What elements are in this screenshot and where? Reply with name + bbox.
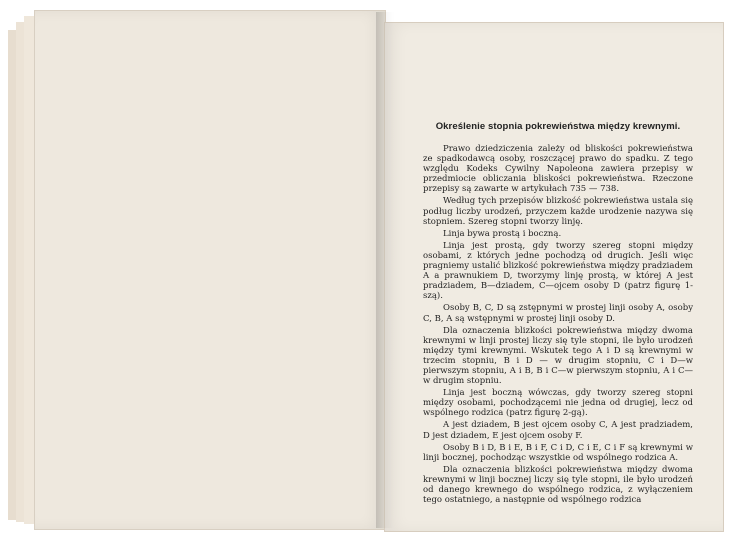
paragraph: A jest dziadem, B jest ojcem osoby C, A jest pradziadem, D jest dziadem, E jest ojcem osoby F. [423, 420, 693, 441]
paragraph: Według tych przepisów blizkość pokrewieństwa ustala się podług liczby urodzeń, przyczem każde urodzenie nazywa się stopniem. Szereg stopni tworzy linję. [423, 196, 693, 227]
paragraph: Dla oznaczenia blizkości pokrewieństwa między dwoma krewnymi w linji prostej liczy się tyle stopni, ile było urodzeń między tymi krewnymi. Wskutek tego A i D są krewnymi w trzecim stopniu, B i D — w drugim stopniu, C i D—w pierwszym stopniu, A i B, B i C—w pierwszym stopniu, A i C—w drugim stopniu. [423, 325, 693, 387]
paragraph: Linja jest prostą, gdy tworzy szereg stopni między osobami, z których jedne pochodzą od drugich. Jeśli więc pragniemy ustalić blizkość pokrewieństwa między pradziadem A a prawnukiem D, tworzymy linję prostą, w której A jest pradziadem, B—dziadem, C—ojcem osoby D (patrz figurę 1-szą). [423, 240, 693, 302]
paragraph: Osoby B, C, D są zstępnymi w prostej linji osoby A, osoby C, B, A są wstępnymi w prostej linji osoby D. [423, 303, 693, 324]
book-gutter [376, 12, 394, 528]
section-heading: Określenie stopnia pokrewieństwa między krewnymi. [435, 121, 681, 132]
left-page [34, 10, 386, 530]
paragraph: Prawo dziedziczenia zależy od bliskości pokrewieństwa ze spadkodawcą osoby, roszczącej prawo do spadku. Z tego względu Kodeks Cywilny Napoleona zawiera przepisy w przedmiocie obliczania bliskości pokrewieństwa. Rzeczone przepisy są zawarte w artykułach 735 — 738. [423, 144, 693, 195]
right-page [384, 22, 724, 532]
paragraph: Dla oznaczenia blizkości pokrewieństwa między dwoma krewnymi w linji bocznej liczy się tyle stopni, ile było urodzeń od danego krewnego do wspólnego rodzica, z wyłączeniem tego ostatniego, a następnie od wspólnego rodzica [423, 464, 693, 506]
paragraph: Osoby B i D, B i E, B i F, C i D, C i E, C i F są krewnymi w linji bocznej, pochodząc wszystkie od wspólnego rodzica A. [423, 442, 693, 463]
page-text-block [423, 121, 693, 505]
paragraph: Linja bywa prostą i boczną. [443, 228, 562, 239]
paragraph: Linja jest boczną wówczas, gdy tworzy szereg stopni między osobami, pochodzącemi nie jedna od drugiej, lecz od wspólnego rodzica (patrz figurę 2-gą). [423, 388, 693, 419]
